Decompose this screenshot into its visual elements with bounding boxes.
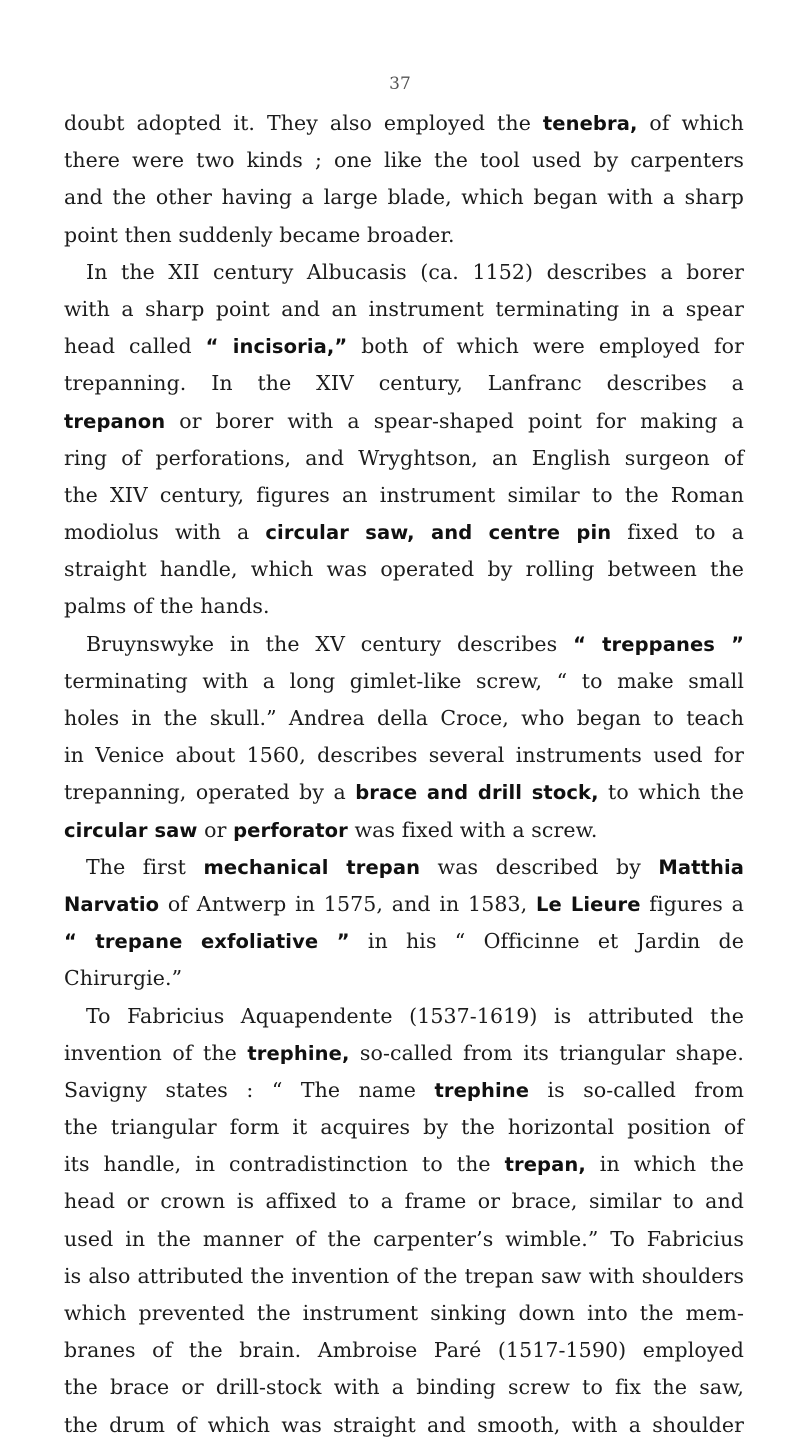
text-line <box>64 1332 744 1369</box>
text-line <box>64 1369 744 1406</box>
text-segment: modiolus with a <box>64 520 266 545</box>
text-segment: so-called from its triangular shape. <box>349 1040 744 1065</box>
text-line <box>64 1146 744 1183</box>
text-segment: which prevented the instrument sinking down into the mem- <box>64 1301 744 1325</box>
instrument-term: mechanical trepan <box>203 855 421 879</box>
text-segment: or borer with a spear-shaped point for making a <box>165 408 744 433</box>
text-line <box>64 737 744 774</box>
text-segment: its handle, in contradistinction to the <box>64 1152 505 1177</box>
text-segment: both of which were employed for <box>347 334 744 359</box>
text-segment: point then suddenly became broader. <box>64 222 455 247</box>
text-line <box>64 626 744 663</box>
instrument-term: circular saw <box>64 818 198 842</box>
text-segment: in his “ Officinne et Jardin de <box>349 929 744 954</box>
text-segment: in which the <box>585 1152 744 1177</box>
text-line <box>64 328 744 365</box>
text-line <box>64 923 744 960</box>
text-line <box>64 998 744 1035</box>
text-line <box>64 1221 744 1258</box>
text-segment: Bruynswyke in the XV century describes <box>86 631 574 656</box>
text-segment: head or crown is affixed to a frame or brace, similar to and <box>64 1189 744 1214</box>
instrument-term: brace and drill stock, <box>355 781 599 805</box>
instrument-term: circular saw, and centre pin <box>265 521 612 545</box>
text-segment: fixed to a <box>611 520 744 545</box>
text-line <box>64 551 744 588</box>
text-line <box>64 440 744 477</box>
text-segment: used in the manner of the carpenter’s wimble.” To Fabricius <box>64 1226 744 1251</box>
text-line <box>64 1183 744 1220</box>
instrument-term: perforator <box>233 818 348 842</box>
instrument-term: tenebra, <box>542 112 638 135</box>
text-segment: the brace or drill-stock with a binding screw to fix the saw, <box>64 1375 744 1400</box>
text-segment: is also attributed the invention of the trepan saw with shoulders <box>64 1263 744 1288</box>
instrument-term: “ trepane exfoliative ” <box>64 930 350 954</box>
text-line <box>64 1072 744 1109</box>
text-segment: of Antwerp in 1575, and in 1583, <box>159 891 536 916</box>
page-number: 37 <box>389 74 411 94</box>
text-line <box>64 774 744 811</box>
text-segment: or <box>197 817 234 842</box>
text-line <box>64 1295 744 1332</box>
text-line <box>64 1109 744 1146</box>
text-line <box>64 291 744 328</box>
text-line <box>64 812 744 849</box>
text-segment: and the other having a large blade, which began with a sharp <box>64 185 744 210</box>
text-segment: branes of the brain. Ambroise Paré (1517-1590) employed <box>64 1338 744 1363</box>
text-segment: doubt adopted it. They also employed the <box>64 111 543 135</box>
text-segment: the triangular form it acquires by the horizontal position of <box>64 1115 744 1140</box>
text-segment: was fixed with a screw. <box>347 817 598 842</box>
text-segment: there were two kinds ; one like the tool used by carpenters <box>64 148 744 173</box>
text-segment: head called <box>64 334 206 359</box>
text-line <box>64 254 744 291</box>
instrument-term: Matthia <box>658 855 744 879</box>
text-segment: in Venice about 1560, describes several instruments used for <box>64 743 744 768</box>
text-segment: To Fabricius Aquapendente (1537-1619) is attributed the <box>86 1003 744 1028</box>
text-segment: Chirurgie.” <box>64 966 183 991</box>
text-segment: figures a <box>640 891 744 916</box>
text-line <box>64 403 744 440</box>
text-segment: In the XII century Albucasis (ca. 1152) describes a borer <box>86 259 744 284</box>
text-segment: invention of the <box>64 1040 248 1065</box>
text-segment: holes in the skull.” Andrea della Croce, who began to teach <box>64 706 744 730</box>
text-line <box>64 1407 744 1444</box>
text-line <box>64 849 744 886</box>
text-line <box>64 477 744 514</box>
text-segment: trepanning, operated by a <box>64 780 356 805</box>
instrument-term: trephine <box>434 1078 530 1102</box>
text-line <box>64 886 744 923</box>
body-text <box>64 105 744 1444</box>
text-segment: of which <box>637 111 744 135</box>
text-segment: terminating with a long gimlet-like screw, “ to make small <box>64 668 744 693</box>
instrument-term: “ incisoria,” <box>205 335 348 359</box>
text-line <box>64 105 744 142</box>
text-segment: trepanning. In the XIV century, Lanfranc describes a <box>64 371 744 396</box>
text-line <box>64 1258 744 1295</box>
text-line <box>64 514 744 551</box>
text-segment: is so-called from <box>529 1077 744 1102</box>
instrument-term: Le Lieure <box>536 892 641 916</box>
text-segment: Savigny states : “ The name <box>64 1077 435 1102</box>
instrument-term: trephine, <box>247 1041 350 1065</box>
instrument-term: trepanon <box>64 409 166 433</box>
text-segment: the drum of which was straight and smooth, with a shoulder <box>64 1412 744 1437</box>
text-line <box>64 700 744 737</box>
text-line <box>64 588 744 625</box>
instrument-term: Narvatio <box>64 892 160 916</box>
text-segment: with a sharp point and an instrument terminating in a spear <box>64 296 744 321</box>
instrument-term: “ treppanes ” <box>573 632 745 656</box>
text-line <box>64 142 744 179</box>
text-line <box>64 663 744 700</box>
text-line <box>64 1035 744 1072</box>
text-segment: straight handle, which was operated by rolling between the <box>64 557 744 582</box>
text-line <box>64 960 744 997</box>
text-line <box>64 217 744 254</box>
text-line <box>64 179 744 216</box>
text-segment: to which the <box>598 780 744 805</box>
text-segment: palms of the hands. <box>64 594 270 619</box>
text-segment: was described by <box>420 854 659 879</box>
text-segment: ring of perforations, and Wryghtson, an English surgeon of <box>64 445 744 470</box>
text-segment: the XIV century, figures an instrument similar to the Roman <box>64 482 744 507</box>
text-segment: The first <box>86 854 204 879</box>
instrument-term: trepan, <box>504 1153 586 1177</box>
text-line <box>64 365 744 402</box>
